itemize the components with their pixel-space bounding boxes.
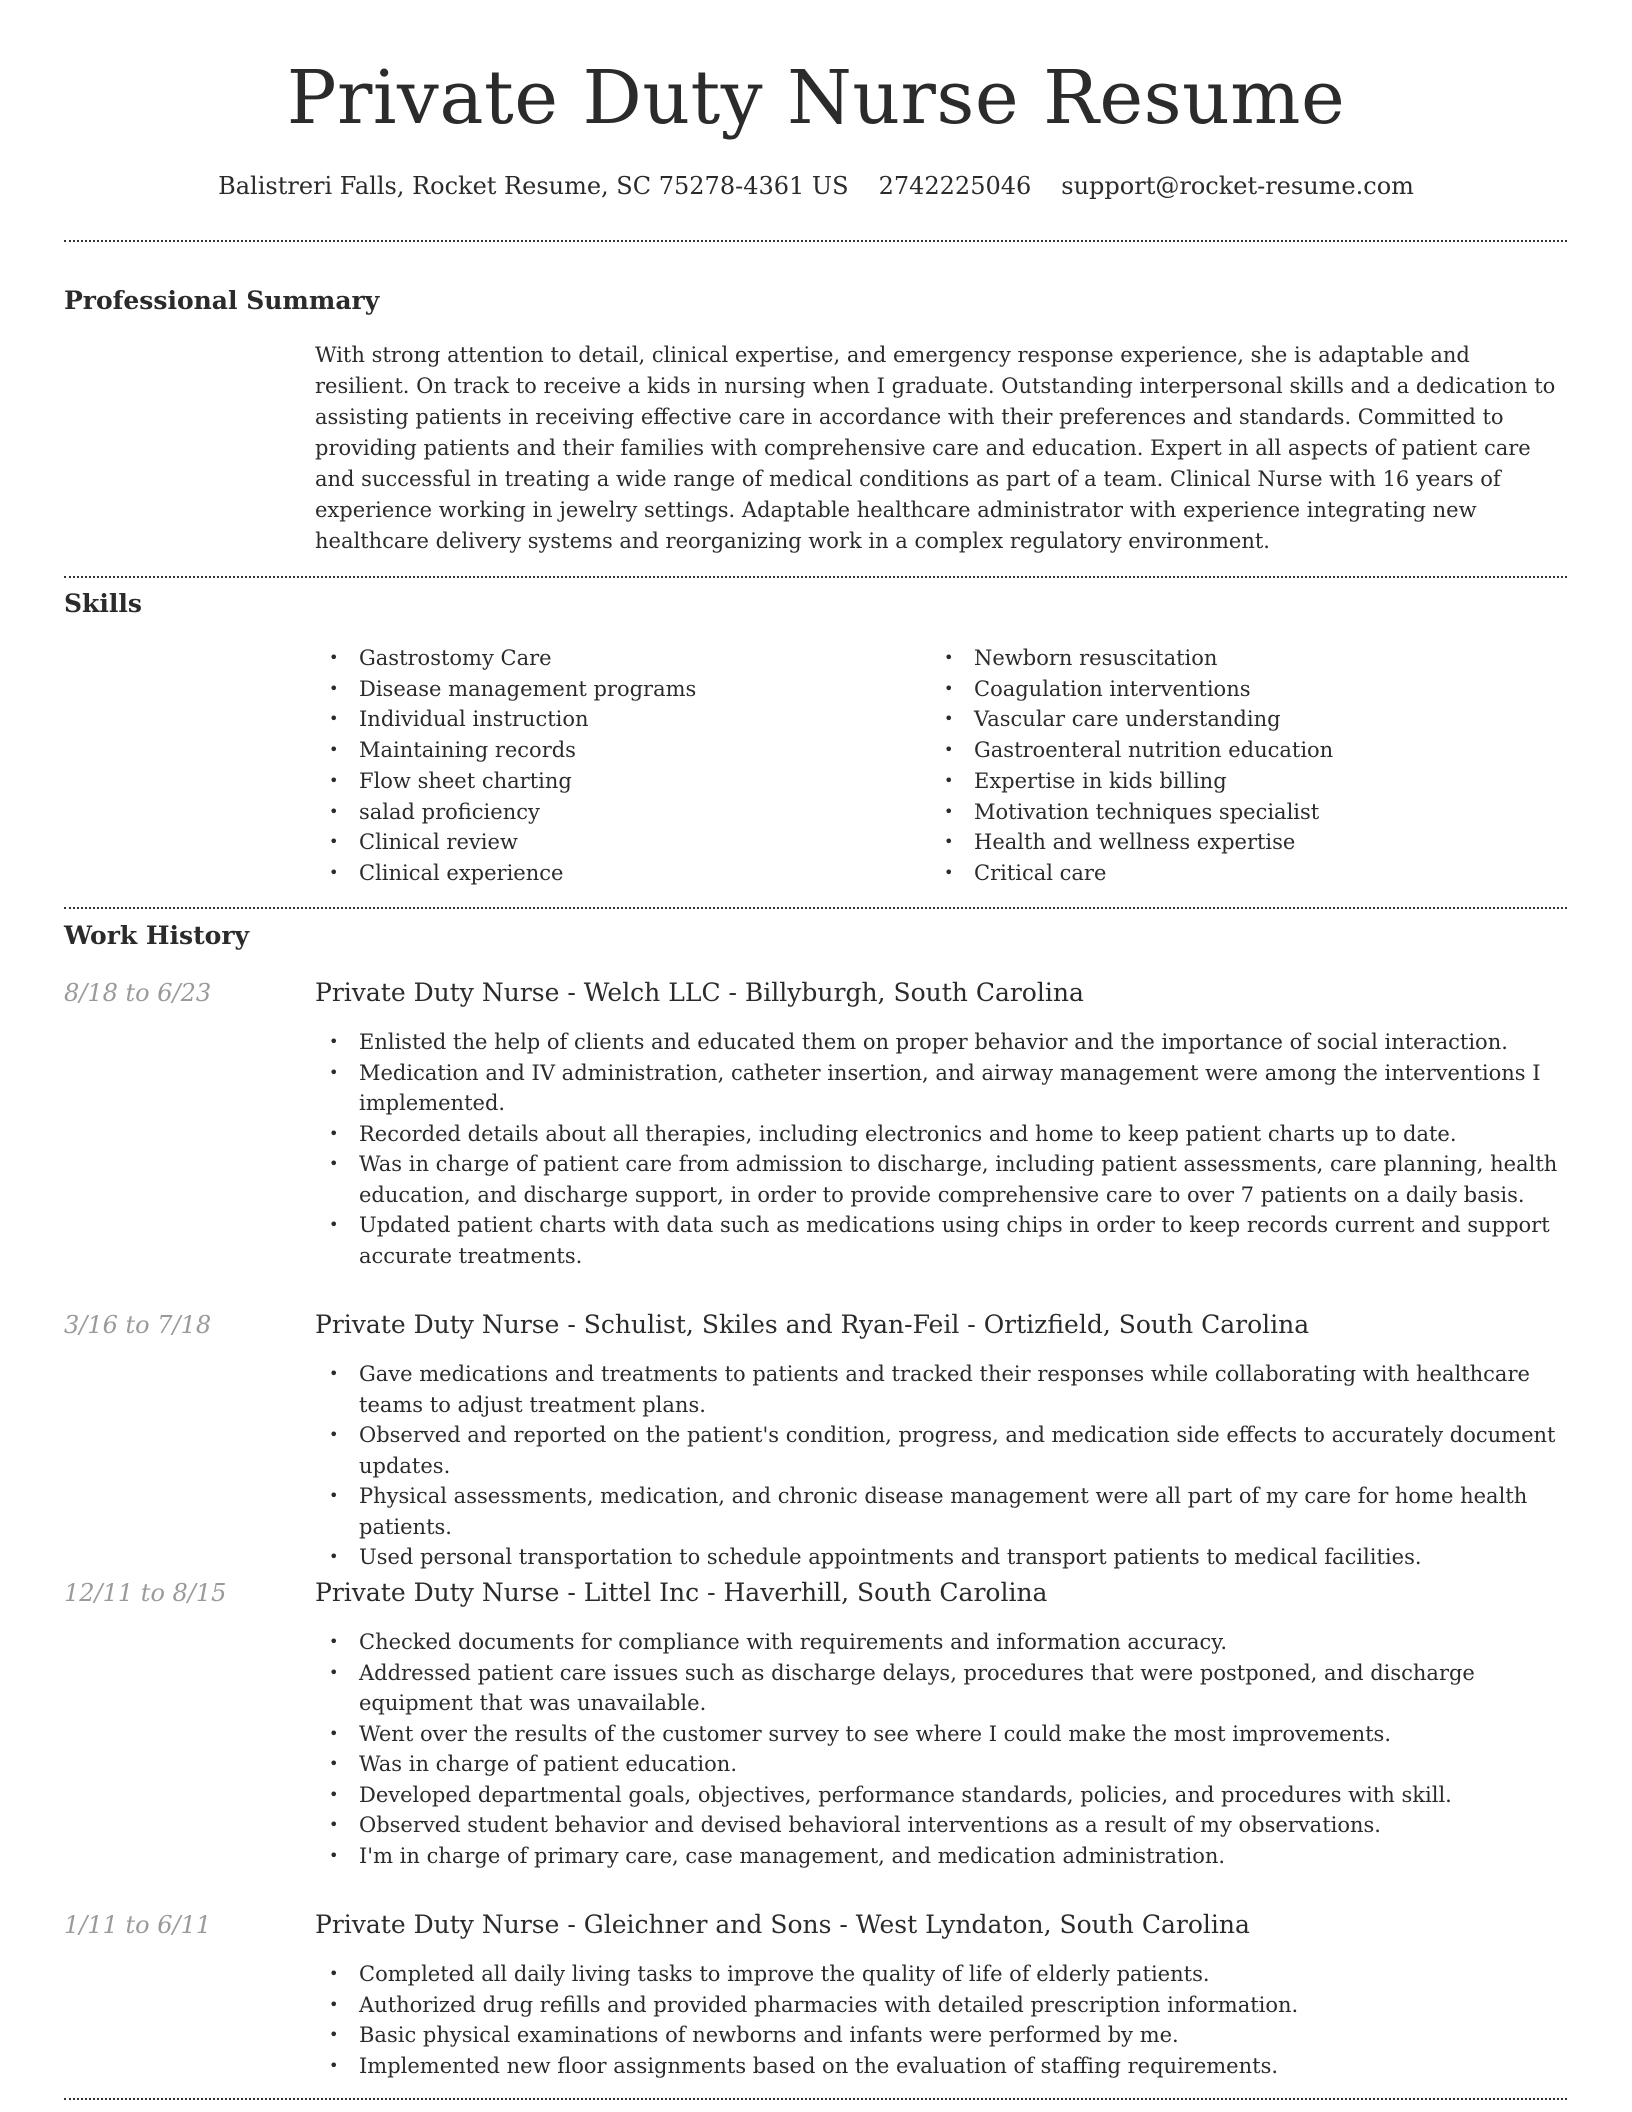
contact-email: support@rocket-resume.com bbox=[1061, 172, 1414, 200]
skills-list-right bbox=[930, 643, 1530, 889]
skill-item: • Flow sheet charting bbox=[315, 766, 915, 797]
job-title: Private Duty Nurse - Welch LLC - Billyburgh, South Carolina bbox=[315, 978, 1084, 1007]
skill-item: • Expertise in kids billing bbox=[930, 766, 1530, 797]
skill-item: • Motivation techniques specialist bbox=[930, 797, 1530, 828]
skills-list-left bbox=[315, 643, 915, 889]
skill-item: • Health and wellness expertise bbox=[930, 827, 1530, 858]
job-bullet: • Used personal transportation to schedule appointments and transport patients to medical facilities. bbox=[315, 1542, 1575, 1573]
job-bullet: • Authorized drug refills and provided pharmacies with detailed prescription information. bbox=[315, 1990, 1575, 2021]
contact-phone: 2742225046 bbox=[878, 172, 1032, 200]
contact-line bbox=[0, 168, 1632, 204]
skill-item: • Coagulation interventions bbox=[930, 674, 1530, 705]
contact-address: Balistreri Falls, Rocket Resume, SC 75278-4361 US bbox=[218, 172, 849, 200]
skills-heading: Skills bbox=[64, 589, 142, 618]
job-bullet: • Physical assessments, medication, and chronic disease management were all part of my care for home health patients. bbox=[315, 1481, 1575, 1542]
job-bullet: • Basic physical examinations of newborns and infants were performed by me. bbox=[315, 2020, 1575, 2051]
work-heading: Work History bbox=[64, 921, 250, 950]
job-bullets bbox=[315, 1027, 1575, 1271]
skill-item: • Vascular care understanding bbox=[930, 704, 1530, 735]
job-bullets bbox=[315, 1959, 1575, 2081]
job-bullet: • Recorded details about all therapies, including electronics and home to keep patient charts up to date. bbox=[315, 1119, 1575, 1150]
skill-item: • Gastroenteral nutrition education bbox=[930, 735, 1530, 766]
skill-item: • Clinical review bbox=[315, 827, 915, 858]
summary-text: With strong attention to detail, clinical expertise, and emergency response experience, she is adaptable and resilient. On track to receive a kids in nursing when I graduate. Outstanding interpersonal skills and a dedication to assisting patients in receiving effective care in accordance with their preferences and standards. Committed to providing patients and their families with comprehensive care and education. Expert in all aspects of patient care and successful in treating a wide range of medical conditions as part of a team. Clinical Nurse with 16 years of experience working in jewelry settings. Adaptable healthcare administrator with experience integrating new healthcare delivery systems and reorganizing work in a complex regulatory environment. bbox=[315, 343, 1556, 553]
skill-item: • salad proficiency bbox=[315, 797, 915, 828]
job-title: Private Duty Nurse - Gleichner and Sons - West Lyndaton, South Carolina bbox=[315, 1910, 1250, 1939]
job-bullet: • Was in charge of patient care from admission to discharge, including patient assessments, care planning, health education, and discharge support, in order to provide comprehensive care to over 7 patients on a daily basis. bbox=[315, 1149, 1575, 1210]
job-bullet: • Gave medications and treatments to patients and tracked their responses while collaborating with healthcare teams to adjust treatment plans. bbox=[315, 1359, 1575, 1420]
job-bullet: • Addressed patient care issues such as discharge delays, procedures that were postponed, and discharge equipment that was unavailable. bbox=[315, 1658, 1575, 1719]
divider bbox=[64, 576, 1567, 578]
job-bullet: • Developed departmental goals, objectives, performance standards, policies, and procedures with skill. bbox=[315, 1780, 1575, 1811]
job-bullet: • I'm in charge of primary care, case management, and medication administration. bbox=[315, 1841, 1575, 1872]
skill-item: • Gastrostomy Care bbox=[315, 643, 915, 674]
skill-item: • Individual instruction bbox=[315, 704, 915, 735]
job-bullet: • Updated patient charts with data such as medications using chips in order to keep records current and support accurate treatments. bbox=[315, 1210, 1575, 1271]
skill-item: • Critical care bbox=[930, 858, 1530, 889]
resume-title: Private Duty Nurse Resume bbox=[286, 55, 1346, 141]
job-bullets bbox=[315, 1627, 1575, 1871]
job-title: Private Duty Nurse - Schulist, Skiles and Ryan-Feil - Ortizfield, South Carolina bbox=[315, 1310, 1310, 1339]
job-dates: 8/18 to 6/23 bbox=[64, 979, 212, 1007]
job-bullet: • Went over the results of the customer survey to see where I could make the most improvements. bbox=[315, 1719, 1575, 1750]
skill-item: • Disease management programs bbox=[315, 674, 915, 705]
job-bullet: • Was in charge of patient education. bbox=[315, 1749, 1575, 1780]
divider bbox=[64, 2098, 1567, 2100]
job-bullet: • Checked documents for compliance with requirements and information accuracy. bbox=[315, 1627, 1575, 1658]
job-bullet: • Observed and reported on the patient's condition, progress, and medication side effects to accurately document updates. bbox=[315, 1420, 1575, 1481]
skill-item: • Maintaining records bbox=[315, 735, 915, 766]
job-dates: 1/11 to 6/11 bbox=[64, 1911, 212, 1939]
job-bullet: • Completed all daily living tasks to improve the quality of life of elderly patients. bbox=[315, 1959, 1575, 1990]
skill-item: • Clinical experience bbox=[315, 858, 915, 889]
divider bbox=[64, 907, 1567, 909]
job-bullet: • Enlisted the help of clients and educated them on proper behavior and the importance of social interaction. bbox=[315, 1027, 1575, 1058]
job-bullets bbox=[315, 1359, 1575, 1573]
job-title: Private Duty Nurse - Littel Inc - Haverhill, South Carolina bbox=[315, 1578, 1048, 1607]
job-bullet: • Observed student behavior and devised behavioral interventions as a result of my observations. bbox=[315, 1810, 1575, 1841]
job-dates: 3/16 to 7/18 bbox=[64, 1311, 212, 1339]
job-bullet: • Medication and IV administration, catheter insertion, and airway management were among the interventions I implemented. bbox=[315, 1058, 1575, 1119]
divider bbox=[64, 240, 1567, 242]
skill-item: • Newborn resuscitation bbox=[930, 643, 1530, 674]
summary-heading: Professional Summary bbox=[64, 286, 380, 315]
job-bullet: • Implemented new floor assignments based on the evaluation of staffing requirements. bbox=[315, 2051, 1575, 2082]
job-dates: 12/11 to 8/15 bbox=[64, 1579, 227, 1607]
